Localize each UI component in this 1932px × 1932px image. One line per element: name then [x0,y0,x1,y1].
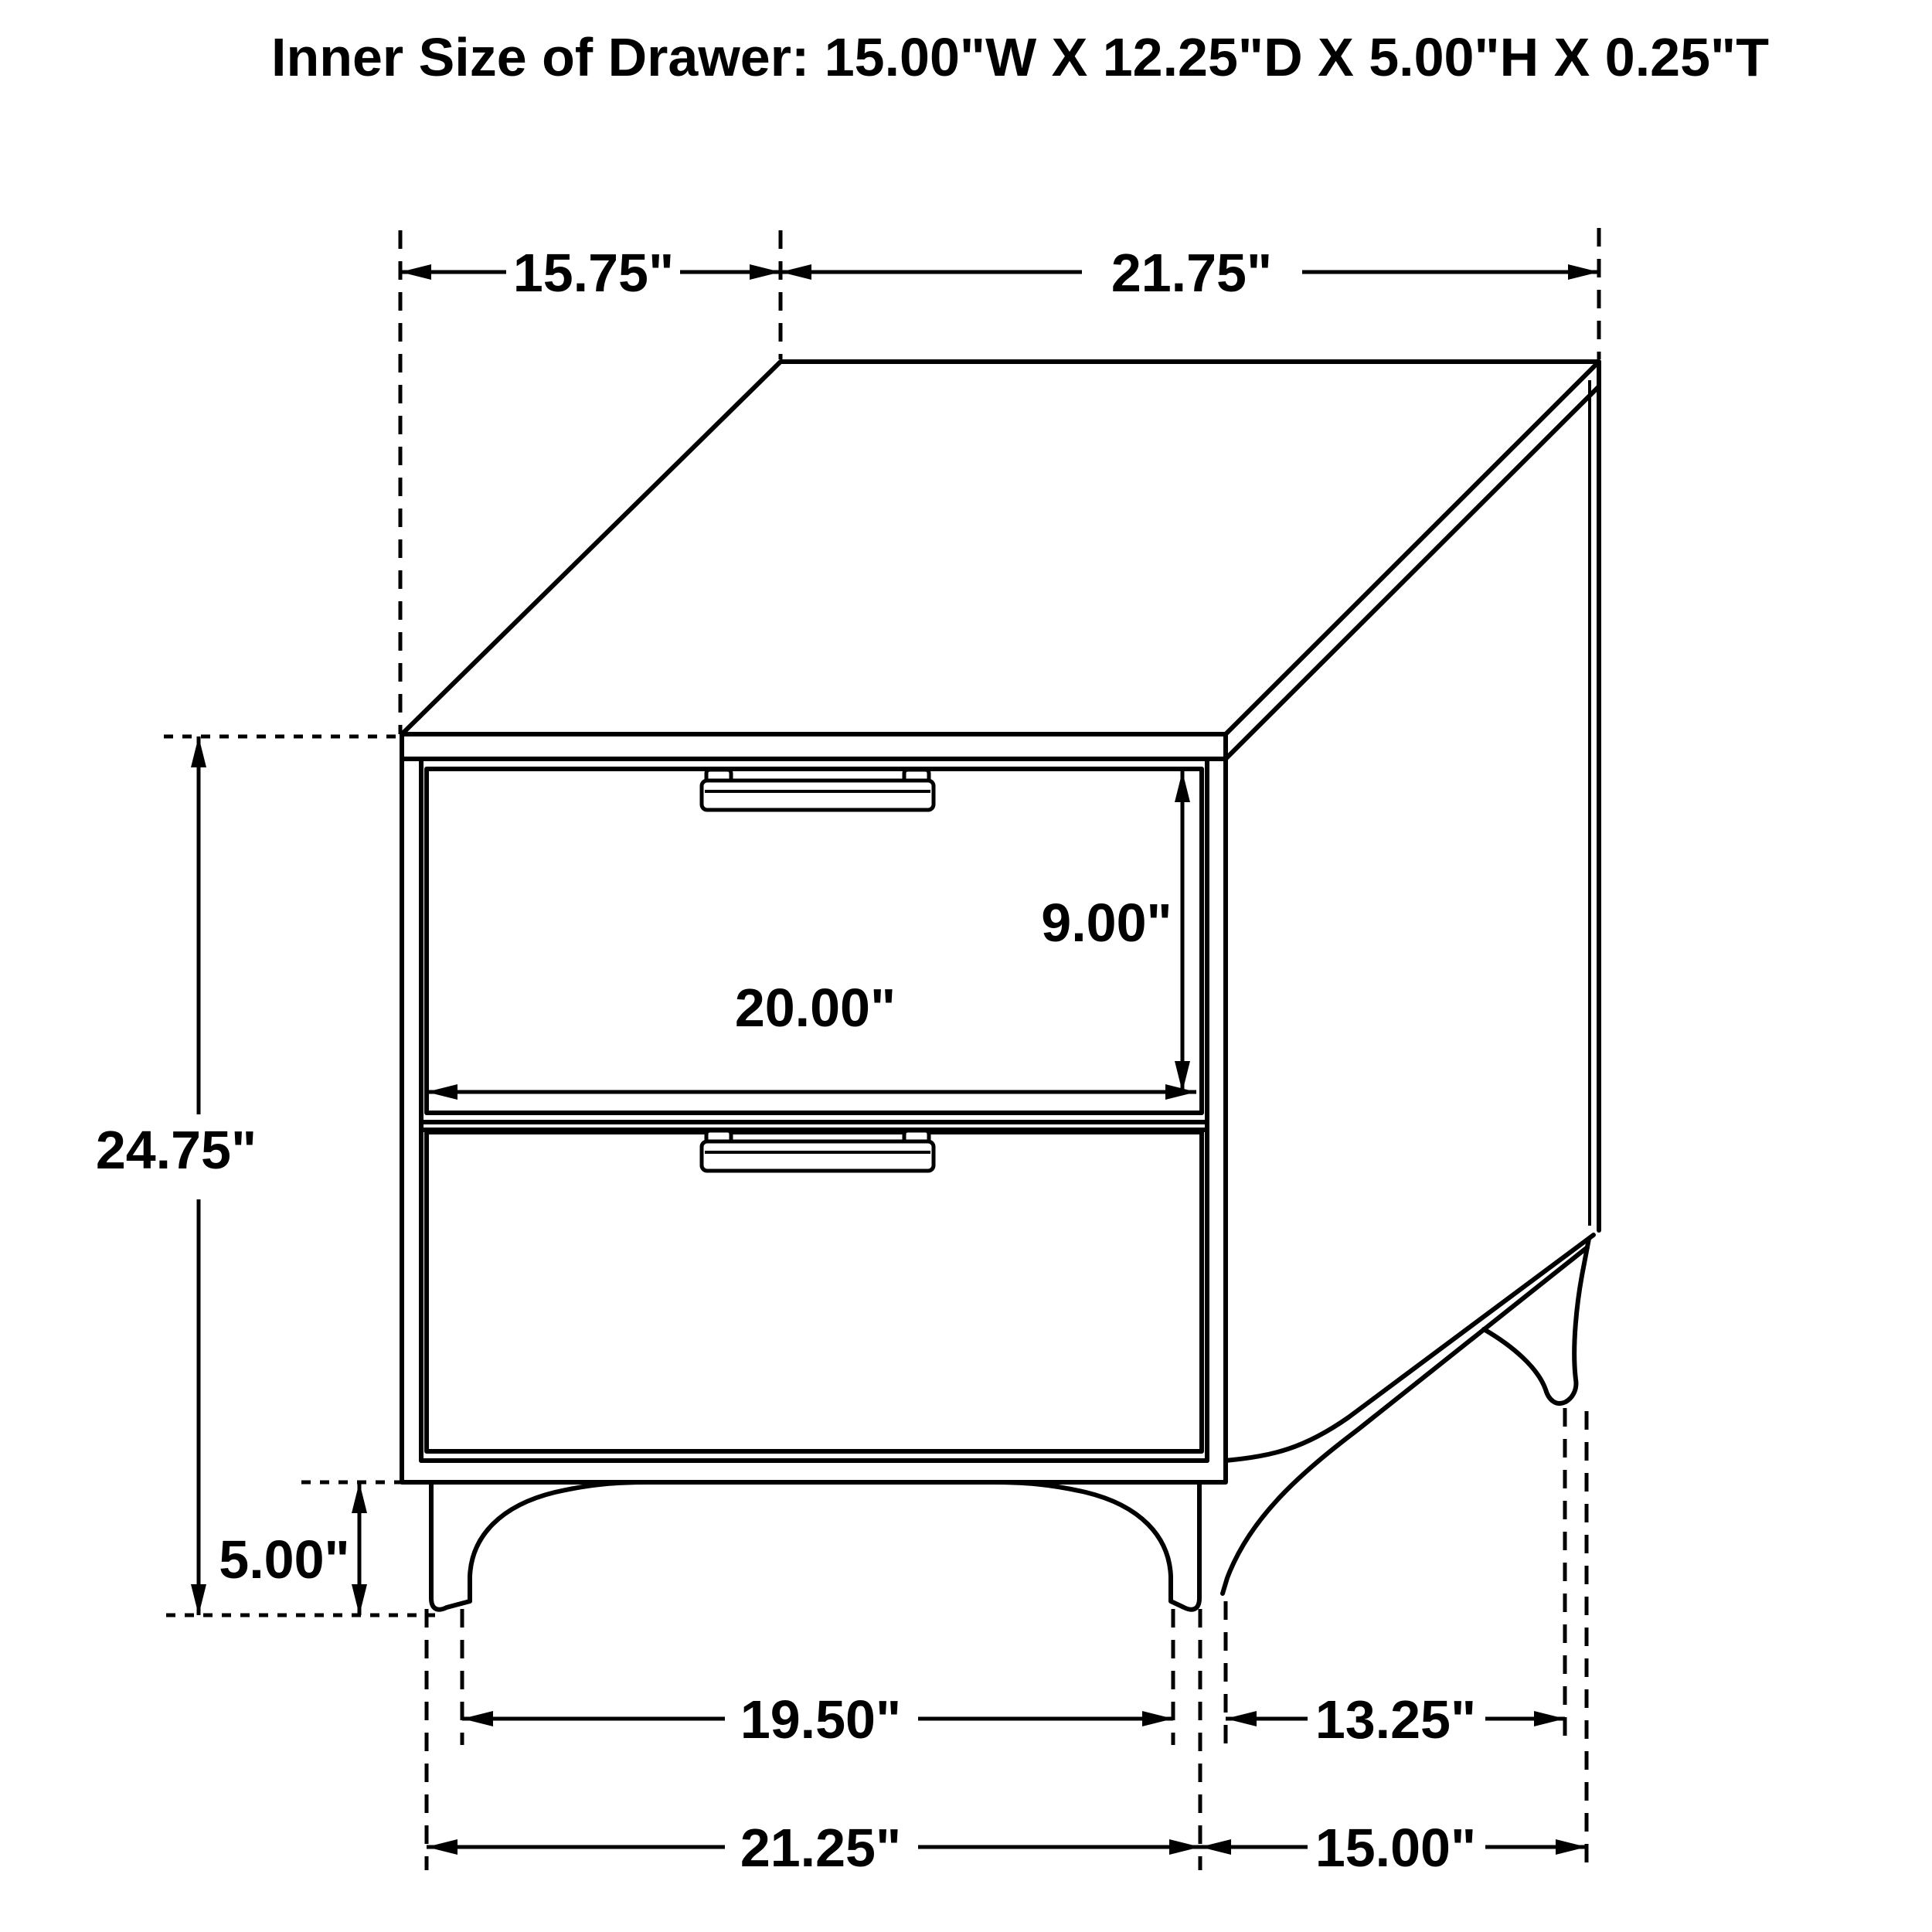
front-left-leg [431,1482,648,1610]
top-band [402,386,1599,759]
dim-overall-height [96,736,257,1615]
back-right-leg [1484,1239,1589,1403]
side-panel-bottom-edge [1223,1235,1594,1594]
dim-drawer-width-label: 20.00" [734,978,896,1038]
dim-front-legs-outer [427,1818,1200,1878]
bottom-drawer-front [427,1132,1202,1451]
dim-overall-height-label: 24.75" [95,1120,257,1180]
top-face [402,362,1599,734]
front-face [402,734,1226,1482]
dim-top-depth-label: 15.75" [512,243,675,303]
dim-front-legs-inner [462,1689,1173,1750]
dim-leg-height-label: 5.00" [219,1529,350,1590]
drawer-divider [421,1122,1207,1130]
dim-top-width [781,243,1599,303]
dim-side-legs-inner-label: 13.25" [1315,1689,1477,1750]
top-drawer-handle [702,770,934,810]
dim-front-legs-inner-label: 19.50" [740,1689,902,1750]
dim-side-legs-outer [1200,1818,1587,1878]
extension-lines [164,228,1599,1870]
front-right-leg [993,1482,1199,1610]
dim-drawer-width [427,978,1196,1100]
dim-top-depth [400,243,781,303]
dim-side-legs-inner [1226,1689,1565,1750]
dim-drawer-height [1041,771,1190,1092]
page-title: Inner Size of Drawer: 15.00"W X 12.25"D X 5.00"H X 0.25"T [271,27,1769,87]
dim-side-legs-outer-label: 15.00" [1315,1818,1477,1878]
dim-drawer-height-label: 9.00" [1041,893,1172,953]
dim-front-legs-outer-label: 21.25" [740,1818,902,1878]
bottom-drawer-handle [702,1131,934,1171]
cabinet-outline [402,362,1599,1610]
dim-top-width-label: 21.75" [1111,243,1273,303]
dim-leg-height [219,1482,367,1615]
front-frame-stiles [421,759,1207,1461]
